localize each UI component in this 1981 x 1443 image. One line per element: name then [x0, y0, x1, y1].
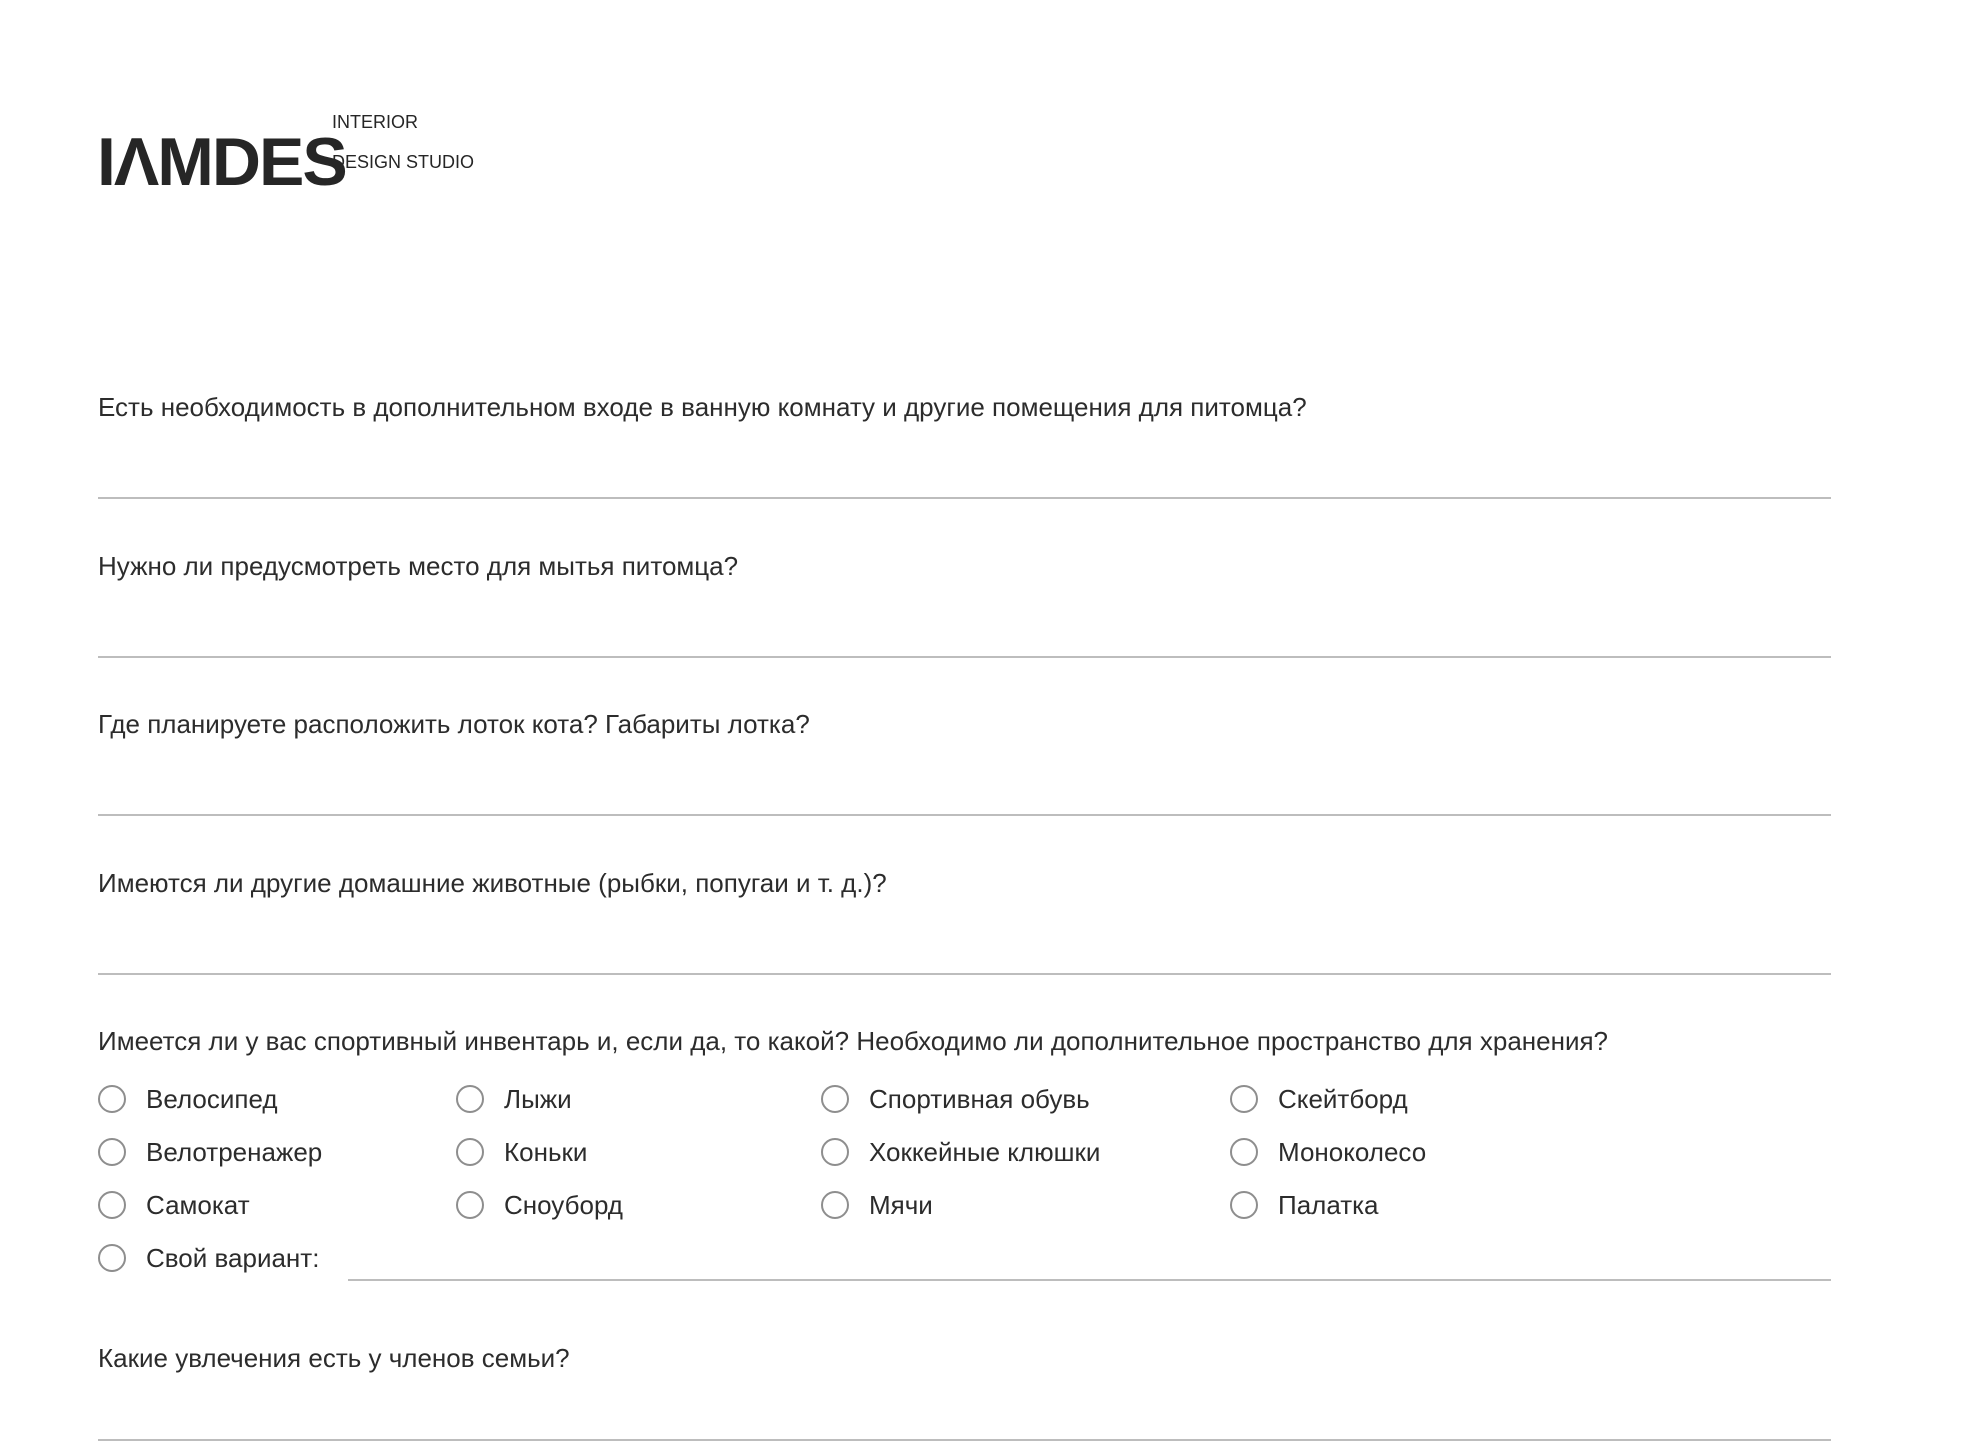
option-custom[interactable]	[98, 1241, 319, 1275]
option-skates[interactable]	[456, 1135, 587, 1169]
option-skis[interactable]	[456, 1082, 572, 1116]
option-bicycle[interactable]	[98, 1082, 278, 1116]
option-snowboard[interactable]	[456, 1188, 623, 1222]
answer-field-1[interactable]	[98, 497, 1831, 499]
option-scooter[interactable]	[98, 1188, 250, 1222]
option-label: Велосипед	[146, 1083, 278, 1114]
logo-mark: IΛMDES	[97, 124, 346, 200]
logo-subtitle	[332, 92, 474, 192]
question-1: Есть необходимость в дополнительном входе в ванную комнату и другие помещения для питомца?	[98, 392, 1307, 422]
answer-field-4[interactable]	[98, 973, 1831, 975]
radio-snowboard[interactable]	[456, 1191, 484, 1219]
option-label: Спортивная обувь	[869, 1083, 1090, 1114]
question-2: Нужно ли предусмотреть место для мытья питомца?	[98, 551, 739, 581]
radio-hockey-sticks[interactable]	[821, 1138, 849, 1166]
radio-scooter[interactable]	[98, 1191, 126, 1219]
radio-exercise-bike[interactable]	[98, 1138, 126, 1166]
option-label: Коньки	[504, 1136, 588, 1167]
radio-custom[interactable]	[98, 1244, 126, 1272]
question-5: Имеется ли у вас спортивный инвентарь и, если да, то какой? Необходимо ли дополнительное пространство для хранения?	[98, 1026, 1609, 1056]
logo-subtitle-line1: INTERIOR	[332, 112, 419, 132]
option-label: Хоккейные клюшки	[869, 1136, 1101, 1167]
option-hockey-sticks[interactable]	[821, 1135, 1100, 1169]
option-skateboard[interactable]	[1230, 1082, 1408, 1116]
option-label: Сноуборд	[504, 1189, 623, 1220]
option-balls[interactable]	[821, 1188, 933, 1222]
option-unicycle[interactable]	[1230, 1135, 1426, 1169]
question-6: Какие увлечения есть у членов семьи?	[98, 1343, 570, 1373]
option-label: Мячи	[869, 1189, 933, 1220]
option-label: Палатка	[1278, 1189, 1379, 1220]
option-label: Скейтборд	[1278, 1083, 1408, 1114]
option-label: Моноколесо	[1278, 1136, 1427, 1167]
radio-bicycle[interactable]	[98, 1085, 126, 1113]
option-label: Лыжи	[504, 1083, 572, 1114]
radio-skateboard[interactable]	[1230, 1085, 1258, 1113]
answer-field-6[interactable]	[98, 1439, 1831, 1441]
option-label: Велотренажер	[146, 1136, 323, 1167]
option-label: Свой вариант:	[146, 1242, 320, 1273]
option-sport-shoes[interactable]	[821, 1082, 1090, 1116]
answer-field-2[interactable]	[98, 656, 1831, 658]
radio-unicycle[interactable]	[1230, 1138, 1258, 1166]
radio-balls[interactable]	[821, 1191, 849, 1219]
question-4: Имеются ли другие домашние животные (рыбки, попугаи и т. д.)?	[98, 868, 887, 898]
logo-subtitle-line2: DESIGN STUDIO	[332, 152, 475, 172]
radio-tent[interactable]	[1230, 1191, 1258, 1219]
radio-sport-shoes[interactable]	[821, 1085, 849, 1113]
option-tent[interactable]	[1230, 1188, 1379, 1222]
custom-option-field[interactable]	[348, 1279, 1831, 1281]
radio-skis[interactable]	[456, 1085, 484, 1113]
studio-logo	[97, 92, 497, 200]
option-label: Самокат	[146, 1189, 250, 1220]
question-3: Где планируете расположить лоток кота? Габариты лотка?	[98, 709, 810, 739]
answer-field-3[interactable]	[98, 814, 1831, 816]
radio-skates[interactable]	[456, 1138, 484, 1166]
option-exercise-bike[interactable]	[98, 1135, 322, 1169]
